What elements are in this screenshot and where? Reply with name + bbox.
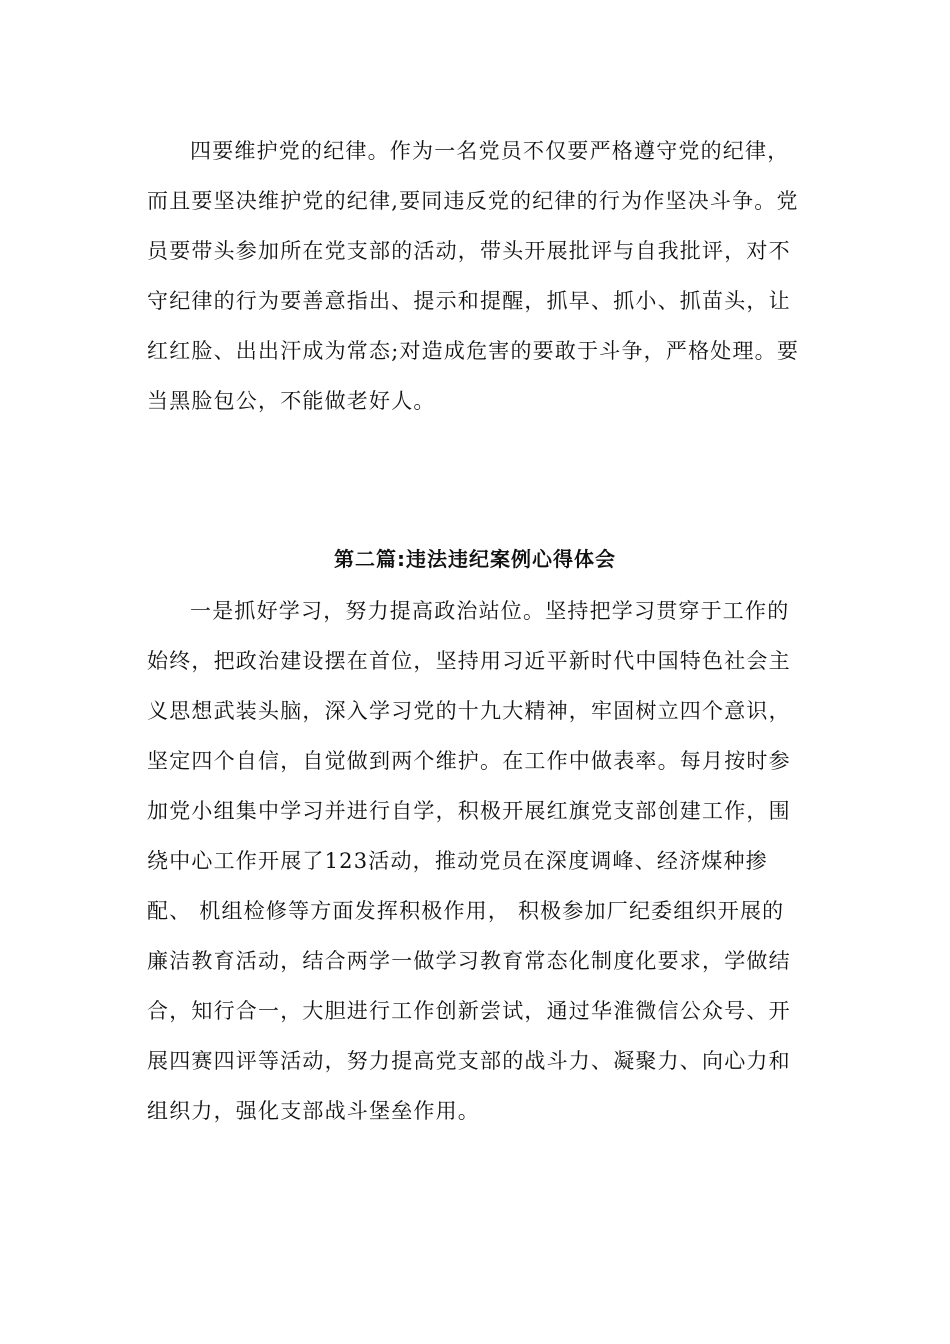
section2-line-8: 廉洁教育活动，结合两学一做学习教育常态化制度化要求，学做结 <box>147 949 791 973</box>
section2-line-7: 配、 机组检修等方面发挥积极作用， 积极参加厂纪委组织开展的 <box>147 899 785 923</box>
section1-line-1: 四要维护党的纪律。作为一名党员不仅要严格遵守党的纪律， <box>190 139 790 163</box>
section1-line-2: 而且要坚决维护党的纪律,要同违反党的纪律的行为作坚决斗争。党 <box>147 189 799 213</box>
section2-line-1: 一是抓好学习，努力提高政治站位。坚持把学习贯穿于工作的 <box>190 599 790 623</box>
section2-line-9: 合，知行合一，大胆进行工作创新尝试，通过华淮微信公众号、开 <box>147 999 791 1023</box>
section2-line-11: 组织力，强化支部战斗堡垒作用。 <box>147 1099 480 1123</box>
section2-line-5: 加党小组集中学习并进行自学，积极开展红旗党支部创建工作，围 <box>147 799 791 823</box>
section1-line-4: 守纪律的行为要善意指出、提示和提醒，抓早、抓小、抓苗头，让 <box>147 289 791 313</box>
section2-line-2: 始终，把政治建设摆在首位，坚持用习近平新时代中国特色社会主 <box>147 649 791 673</box>
section2-title: 第二篇:违法违纪案例心得体会 <box>334 547 616 571</box>
section1-line-3: 员要带头参加所在党支部的活动，带头开展批评与自我批评，对不 <box>147 239 791 263</box>
section2-line-6: 绕中心工作开展了123活动，推动党员在深度调峰、经济煤种掺 <box>147 849 768 873</box>
section2-line-10: 展四赛四评等活动，努力提高党支部的战斗力、凝聚力、向心力和 <box>147 1049 791 1073</box>
section2-line-4: 坚定四个自信，自觉做到两个维护。在工作中做表率。每月按时参 <box>147 749 791 773</box>
section1-line-5: 红红脸、出出汗成为常态;对造成危害的要敢于斗争，严格处理。要 <box>147 339 800 363</box>
section2-line-3: 义思想武装头脑，深入学习党的十九大精神，牢固树立四个意识， <box>147 699 791 723</box>
section1-line-6: 当黑脸包公，不能做老好人。 <box>147 389 436 413</box>
